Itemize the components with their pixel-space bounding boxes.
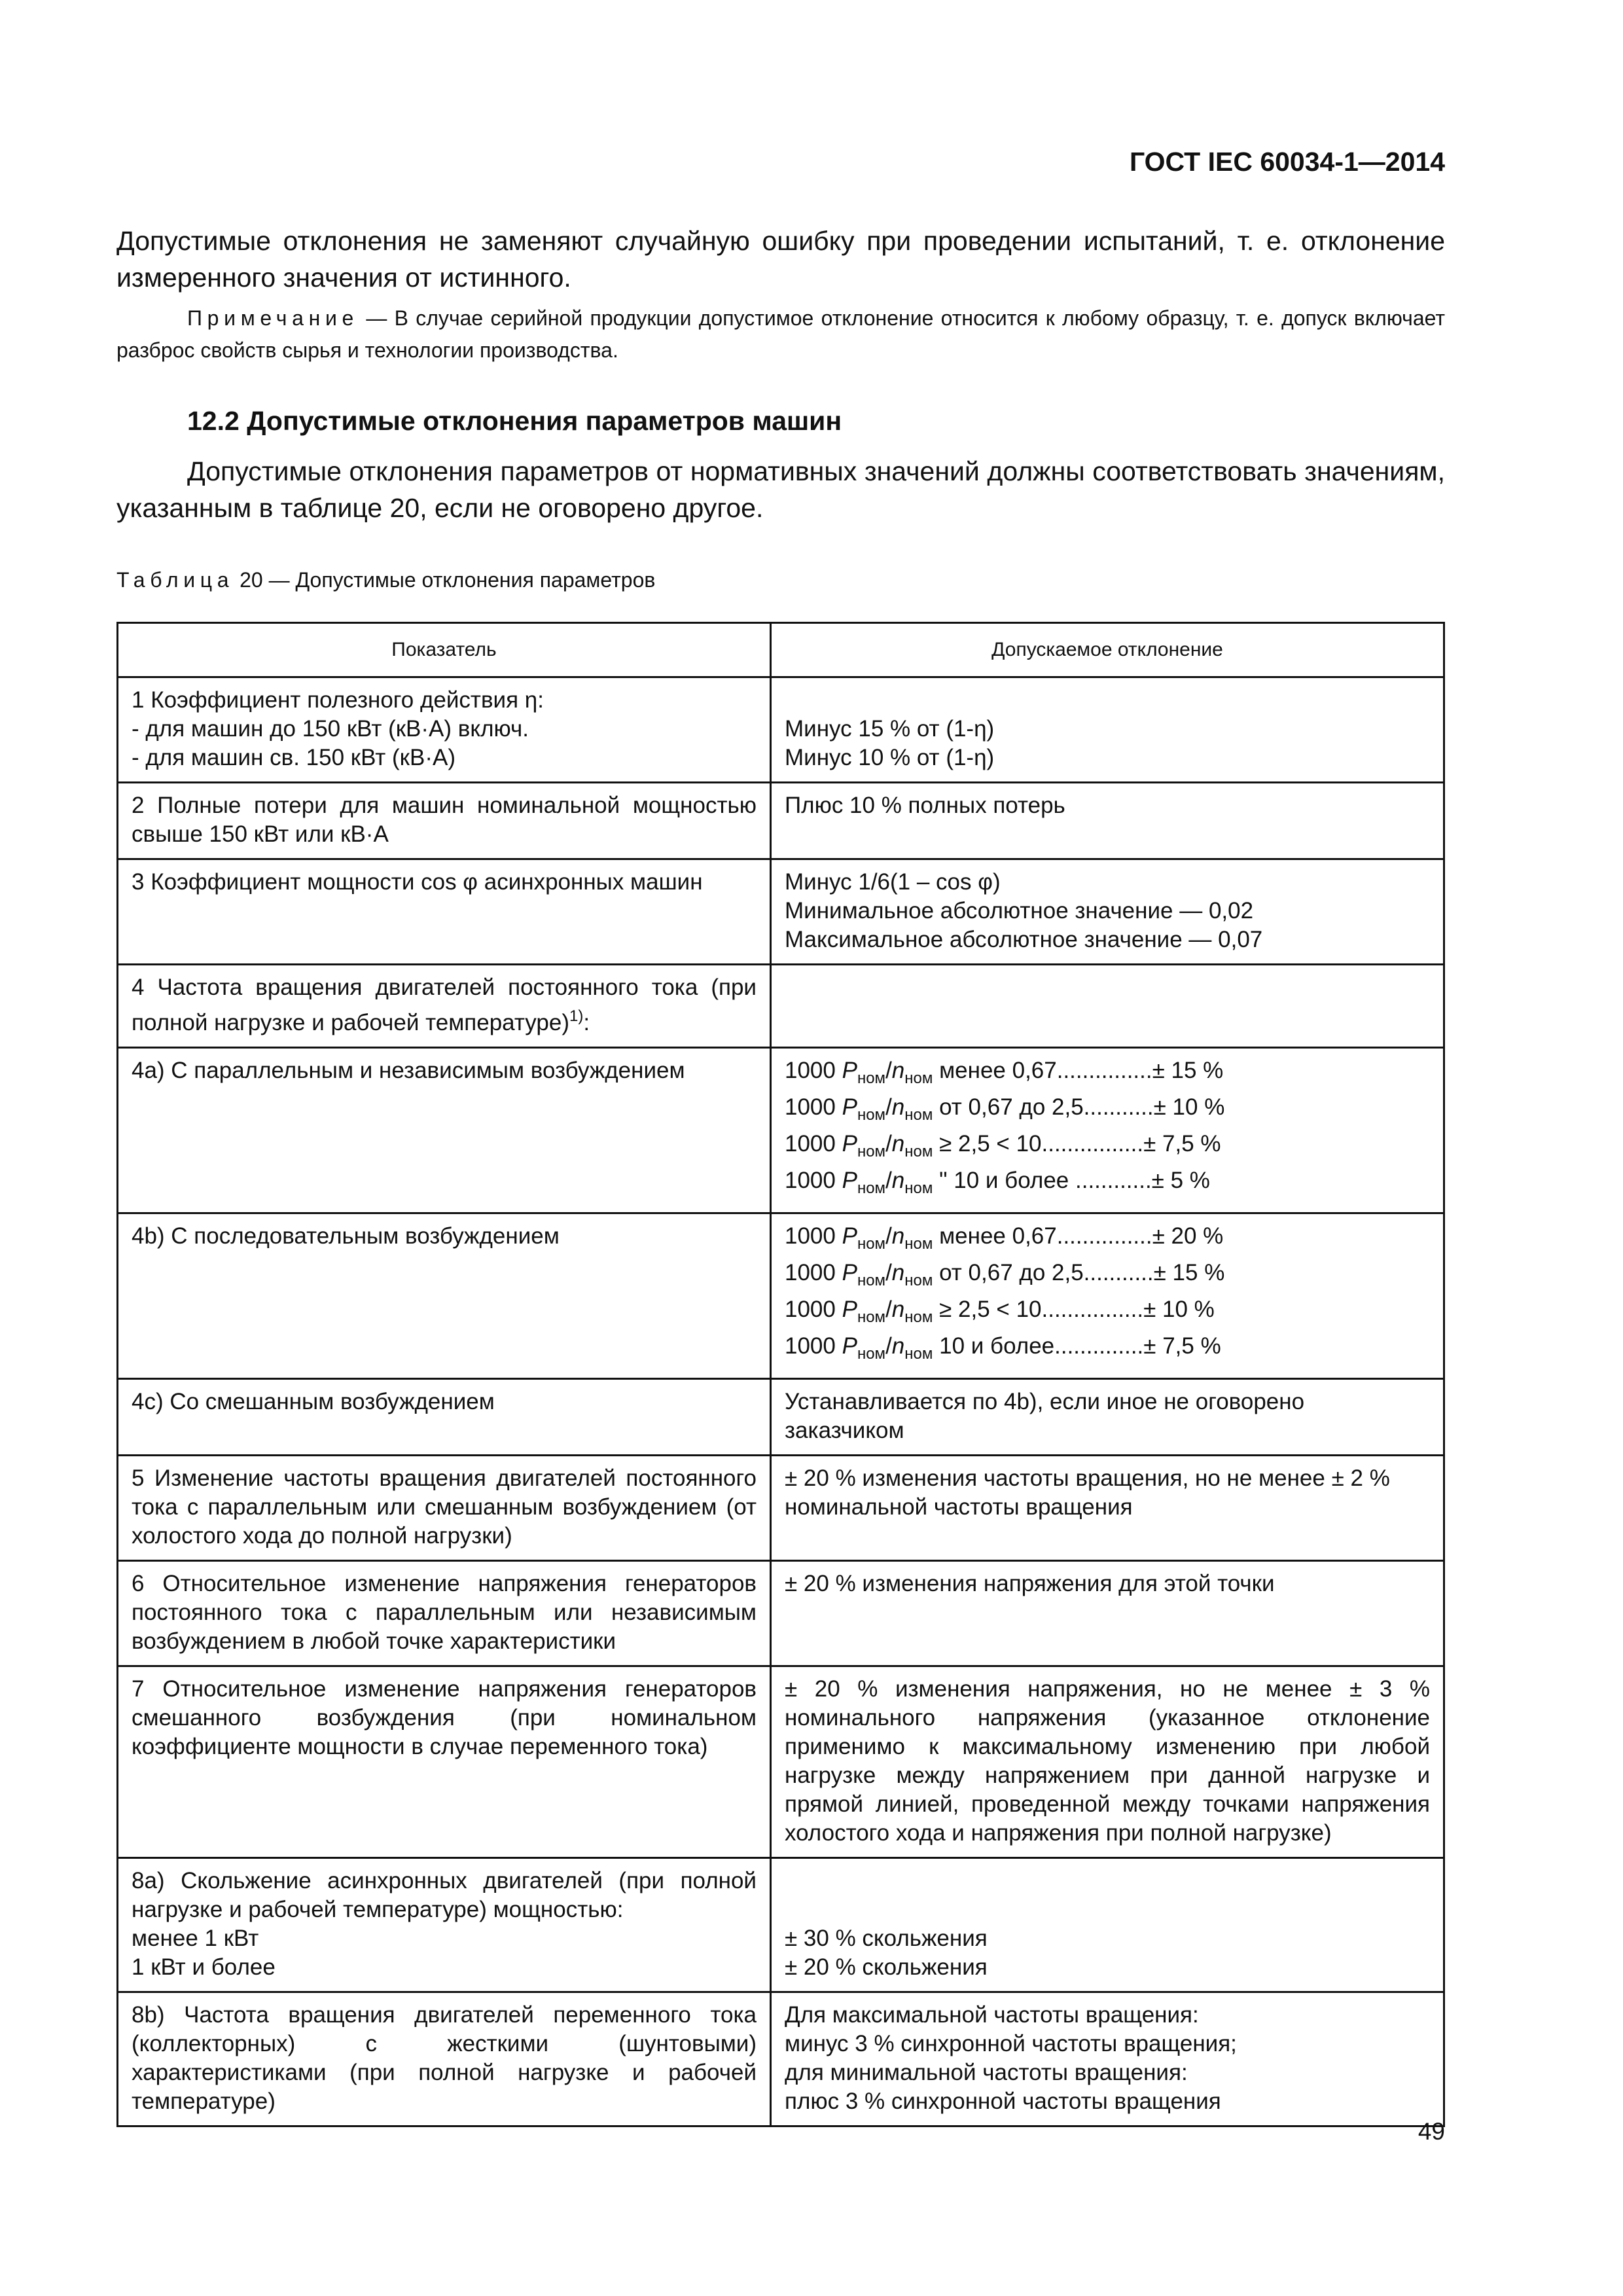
table-header-row — [118, 623, 1444, 677]
speed-symbol: n — [891, 1131, 905, 1157]
note — [116, 302, 1445, 367]
table-row — [118, 1992, 1444, 2126]
speed-symbol: n — [891, 1297, 905, 1322]
subscript: ном — [904, 1143, 933, 1160]
formula-prefix: 1000 — [785, 1297, 842, 1322]
formula-prefix: 1000 — [785, 1168, 842, 1193]
tolerance-cell — [771, 1048, 1444, 1213]
parameter-cell: 5 Изменение частоты вращения двигателей постоянного тока с параллельным или смешанным возбуждением (от холостого хода до полной нагрузки) — [118, 1456, 771, 1561]
parameter-cell: 8a) Скольжение асинхронных двигателей (при полной нагрузке и рабочей температуре) мощностью: менее 1 кВт 1 кВт и более — [118, 1858, 771, 1992]
intro-paragraph: Допустимые отклонения не заменяют случайную ошибку при проведении испытаний, т. е. отклонение измеренного значения от истинного. — [116, 226, 1445, 293]
speed-symbol: n — [891, 1168, 905, 1193]
power-symbol: P — [842, 1168, 857, 1193]
power-symbol: P — [842, 1260, 857, 1285]
speed-symbol: n — [891, 1333, 905, 1359]
subscript: ном — [857, 1143, 886, 1160]
parameter-cell: 7 Относительное изменение напряжения генераторов смешанного возбуждения (при номинальном коэффициенте мощности в случае переменного тока) — [118, 1666, 771, 1858]
parameter-cell: 6 Относительное изменение напряжения генераторов постоянного тока с параллельным или независимым возбуждением в любой точке характеристики — [118, 1561, 771, 1666]
formula-line — [785, 1056, 1430, 1093]
subscript: ном — [857, 1235, 886, 1253]
speed-symbol: n — [891, 1260, 905, 1285]
power-symbol: P — [842, 1223, 857, 1249]
formula-line — [785, 1093, 1430, 1130]
parameter-cell — [118, 965, 771, 1048]
formula-rest: ≥ 2,5 < 10................± 7,5 % — [933, 1131, 1221, 1157]
formula-line — [785, 1295, 1430, 1332]
table-row — [118, 965, 1444, 1048]
section-title: 12.2 Допустимые отклонения параметров машин — [187, 406, 842, 436]
slash: / — [885, 1223, 892, 1249]
tolerance-table — [116, 622, 1445, 2127]
slash: / — [885, 1094, 892, 1120]
note-text: — В случае серийной продукции допустимое отклонение относится к любому образцу, т. е. допуск включает разброс свойств сырья и технологии производства. — [116, 306, 1445, 362]
formula-rest: от 0,67 до 2,5...........± 15 % — [933, 1260, 1225, 1285]
formula-line — [785, 1222, 1430, 1259]
subscript: ном — [857, 1069, 886, 1087]
parameter-cell: 4b) С последовательным возбуждением — [118, 1213, 771, 1379]
parameter-end: : — [583, 1010, 590, 1035]
subscript: ном — [857, 1308, 886, 1326]
section-text: Допустимые отклонения параметров от нормативных значений должны соответствовать значениям, указанным в таблице 20, если не оговорено другое. — [116, 456, 1445, 523]
formula-line — [785, 1259, 1430, 1295]
power-symbol: P — [842, 1333, 857, 1359]
page-number: 49 — [1418, 2118, 1445, 2145]
column-header-tolerance: Допускаемое отклонение — [771, 623, 1444, 677]
note-label: Примечание — [187, 306, 359, 330]
table-row — [118, 677, 1444, 783]
table-row — [118, 1213, 1444, 1379]
table-row — [118, 859, 1444, 965]
subscript: ном — [904, 1069, 933, 1087]
formula-prefix: 1000 — [785, 1058, 842, 1083]
table-caption-label: Таблица — [116, 568, 234, 592]
table-row — [118, 1048, 1444, 1213]
parameter-cell: 4c) Со смешанным возбуждением — [118, 1379, 771, 1456]
formula-line — [785, 1166, 1430, 1203]
slash: / — [885, 1168, 892, 1193]
power-symbol: P — [842, 1297, 857, 1322]
formula-prefix: 1000 — [785, 1333, 842, 1359]
parameter-cell: 8b) Частота вращения двигателей переменного тока (коллекторных) с жесткими (шунтовыми) характеристиками (при полной нагрузке и рабочей температуре) — [118, 1992, 771, 2126]
tolerance-cell: ± 20 % изменения напряжения, но не менее ± 3 % номинального напряжения (указанное отклонение применимо к максимальному изменению при любой нагрузке между напряжением при данной нагрузке и прямой линией, проведенной между точками напряжения холостого хода и напряжения при полной нагрузке) — [771, 1666, 1444, 1858]
subscript: ном — [904, 1179, 933, 1197]
footnote-mark: 1) — [569, 1007, 584, 1025]
subscript: ном — [904, 1106, 933, 1124]
subscript: ном — [857, 1272, 886, 1289]
tolerance-cell: Минус 15 % от (1-η) Минус 10 % от (1-η) — [771, 677, 1444, 783]
table-row — [118, 1456, 1444, 1561]
speed-symbol: n — [891, 1223, 905, 1249]
tolerance-cell — [771, 965, 1444, 1048]
speed-symbol: n — [891, 1058, 905, 1083]
formula-prefix: 1000 — [785, 1260, 842, 1285]
formula-line — [785, 1130, 1430, 1166]
column-header-parameter: Показатель — [118, 623, 771, 677]
formula-rest: ≥ 2,5 < 10................± 10 % — [933, 1297, 1215, 1322]
tolerance-cell: Устанавливается по 4b), если иное не оговорено заказчиком — [771, 1379, 1444, 1456]
subscript: ном — [904, 1345, 933, 1363]
tolerance-cell: ± 20 % изменения напряжения для этой точки — [771, 1561, 1444, 1666]
tolerance-cell: ± 30 % скольжения ± 20 % скольжения — [771, 1858, 1444, 1992]
subscript: ном — [857, 1345, 886, 1363]
slash: / — [885, 1131, 892, 1157]
power-symbol: P — [842, 1094, 857, 1120]
parameter-cell: 2 Полные потери для машин номинальной мощностью свыше 150 кВт или кВ·А — [118, 783, 771, 859]
document-code: ГОСТ IEC 60034-1—2014 — [1129, 147, 1445, 177]
parameter-cell: 1 Коэффициент полезного действия η: - для машин до 150 кВт (кВ·А) включ. - для машин св. 150 кВт (кВ·А) — [118, 677, 771, 783]
tolerance-cell: ± 20 % изменения частоты вращения, но не менее ± 2 % номинальной частоты вращения — [771, 1456, 1444, 1561]
slash: / — [885, 1333, 892, 1359]
slash: / — [885, 1297, 892, 1322]
formula-line — [785, 1332, 1430, 1369]
speed-symbol: n — [891, 1094, 905, 1120]
formula-prefix: 1000 — [785, 1223, 842, 1249]
formula-rest: от 0,67 до 2,5...........± 10 % — [933, 1094, 1225, 1120]
formula-rest: менее 0,67...............± 15 % — [933, 1058, 1224, 1083]
power-symbol: P — [842, 1131, 857, 1157]
tolerance-cell: Для максимальной частоты вращения: минус 3 % синхронной частоты вращения; для минимальной частоты вращения: плюс 3 % синхронной частоты вращения — [771, 1992, 1444, 2126]
table-row — [118, 783, 1444, 859]
subscript: ном — [904, 1308, 933, 1326]
formula-rest: " 10 и более ............± 5 % — [933, 1168, 1210, 1193]
power-symbol: P — [842, 1058, 857, 1083]
table-caption — [116, 568, 655, 592]
parameter-cell: 3 Коэффициент мощности cos φ асинхронных машин — [118, 859, 771, 965]
formula-rest: менее 0,67...............± 20 % — [933, 1223, 1224, 1249]
subscript: ном — [857, 1179, 886, 1197]
table-row — [118, 1666, 1444, 1858]
table-row — [118, 1561, 1444, 1666]
formula-prefix: 1000 — [785, 1094, 842, 1120]
slash: / — [885, 1058, 892, 1083]
subscript: ном — [904, 1235, 933, 1253]
slash: / — [885, 1260, 892, 1285]
subscript: ном — [857, 1106, 886, 1124]
table-row — [118, 1858, 1444, 1992]
formula-prefix: 1000 — [785, 1131, 842, 1157]
table-row — [118, 1379, 1444, 1456]
formula-rest: 10 и более..............± 7,5 % — [933, 1333, 1221, 1359]
subscript: ном — [904, 1272, 933, 1289]
tolerance-cell: Плюс 10 % полных потерь — [771, 783, 1444, 859]
parameter-cell: 4a) С параллельным и независимым возбуждением — [118, 1048, 771, 1213]
tolerance-cell — [771, 1213, 1444, 1379]
tolerance-cell: Минус 1/6(1 – cos φ) Минимальное абсолютное значение — 0,02 Максимальное абсолютное значение — 0,07 — [771, 859, 1444, 965]
parameter-text: 4 Частота вращения двигателей постоянного тока (при полной нагрузке и рабочей температуре) — [132, 975, 757, 1035]
table-caption-text: 20 — Допустимые отклонения параметров — [234, 568, 656, 592]
